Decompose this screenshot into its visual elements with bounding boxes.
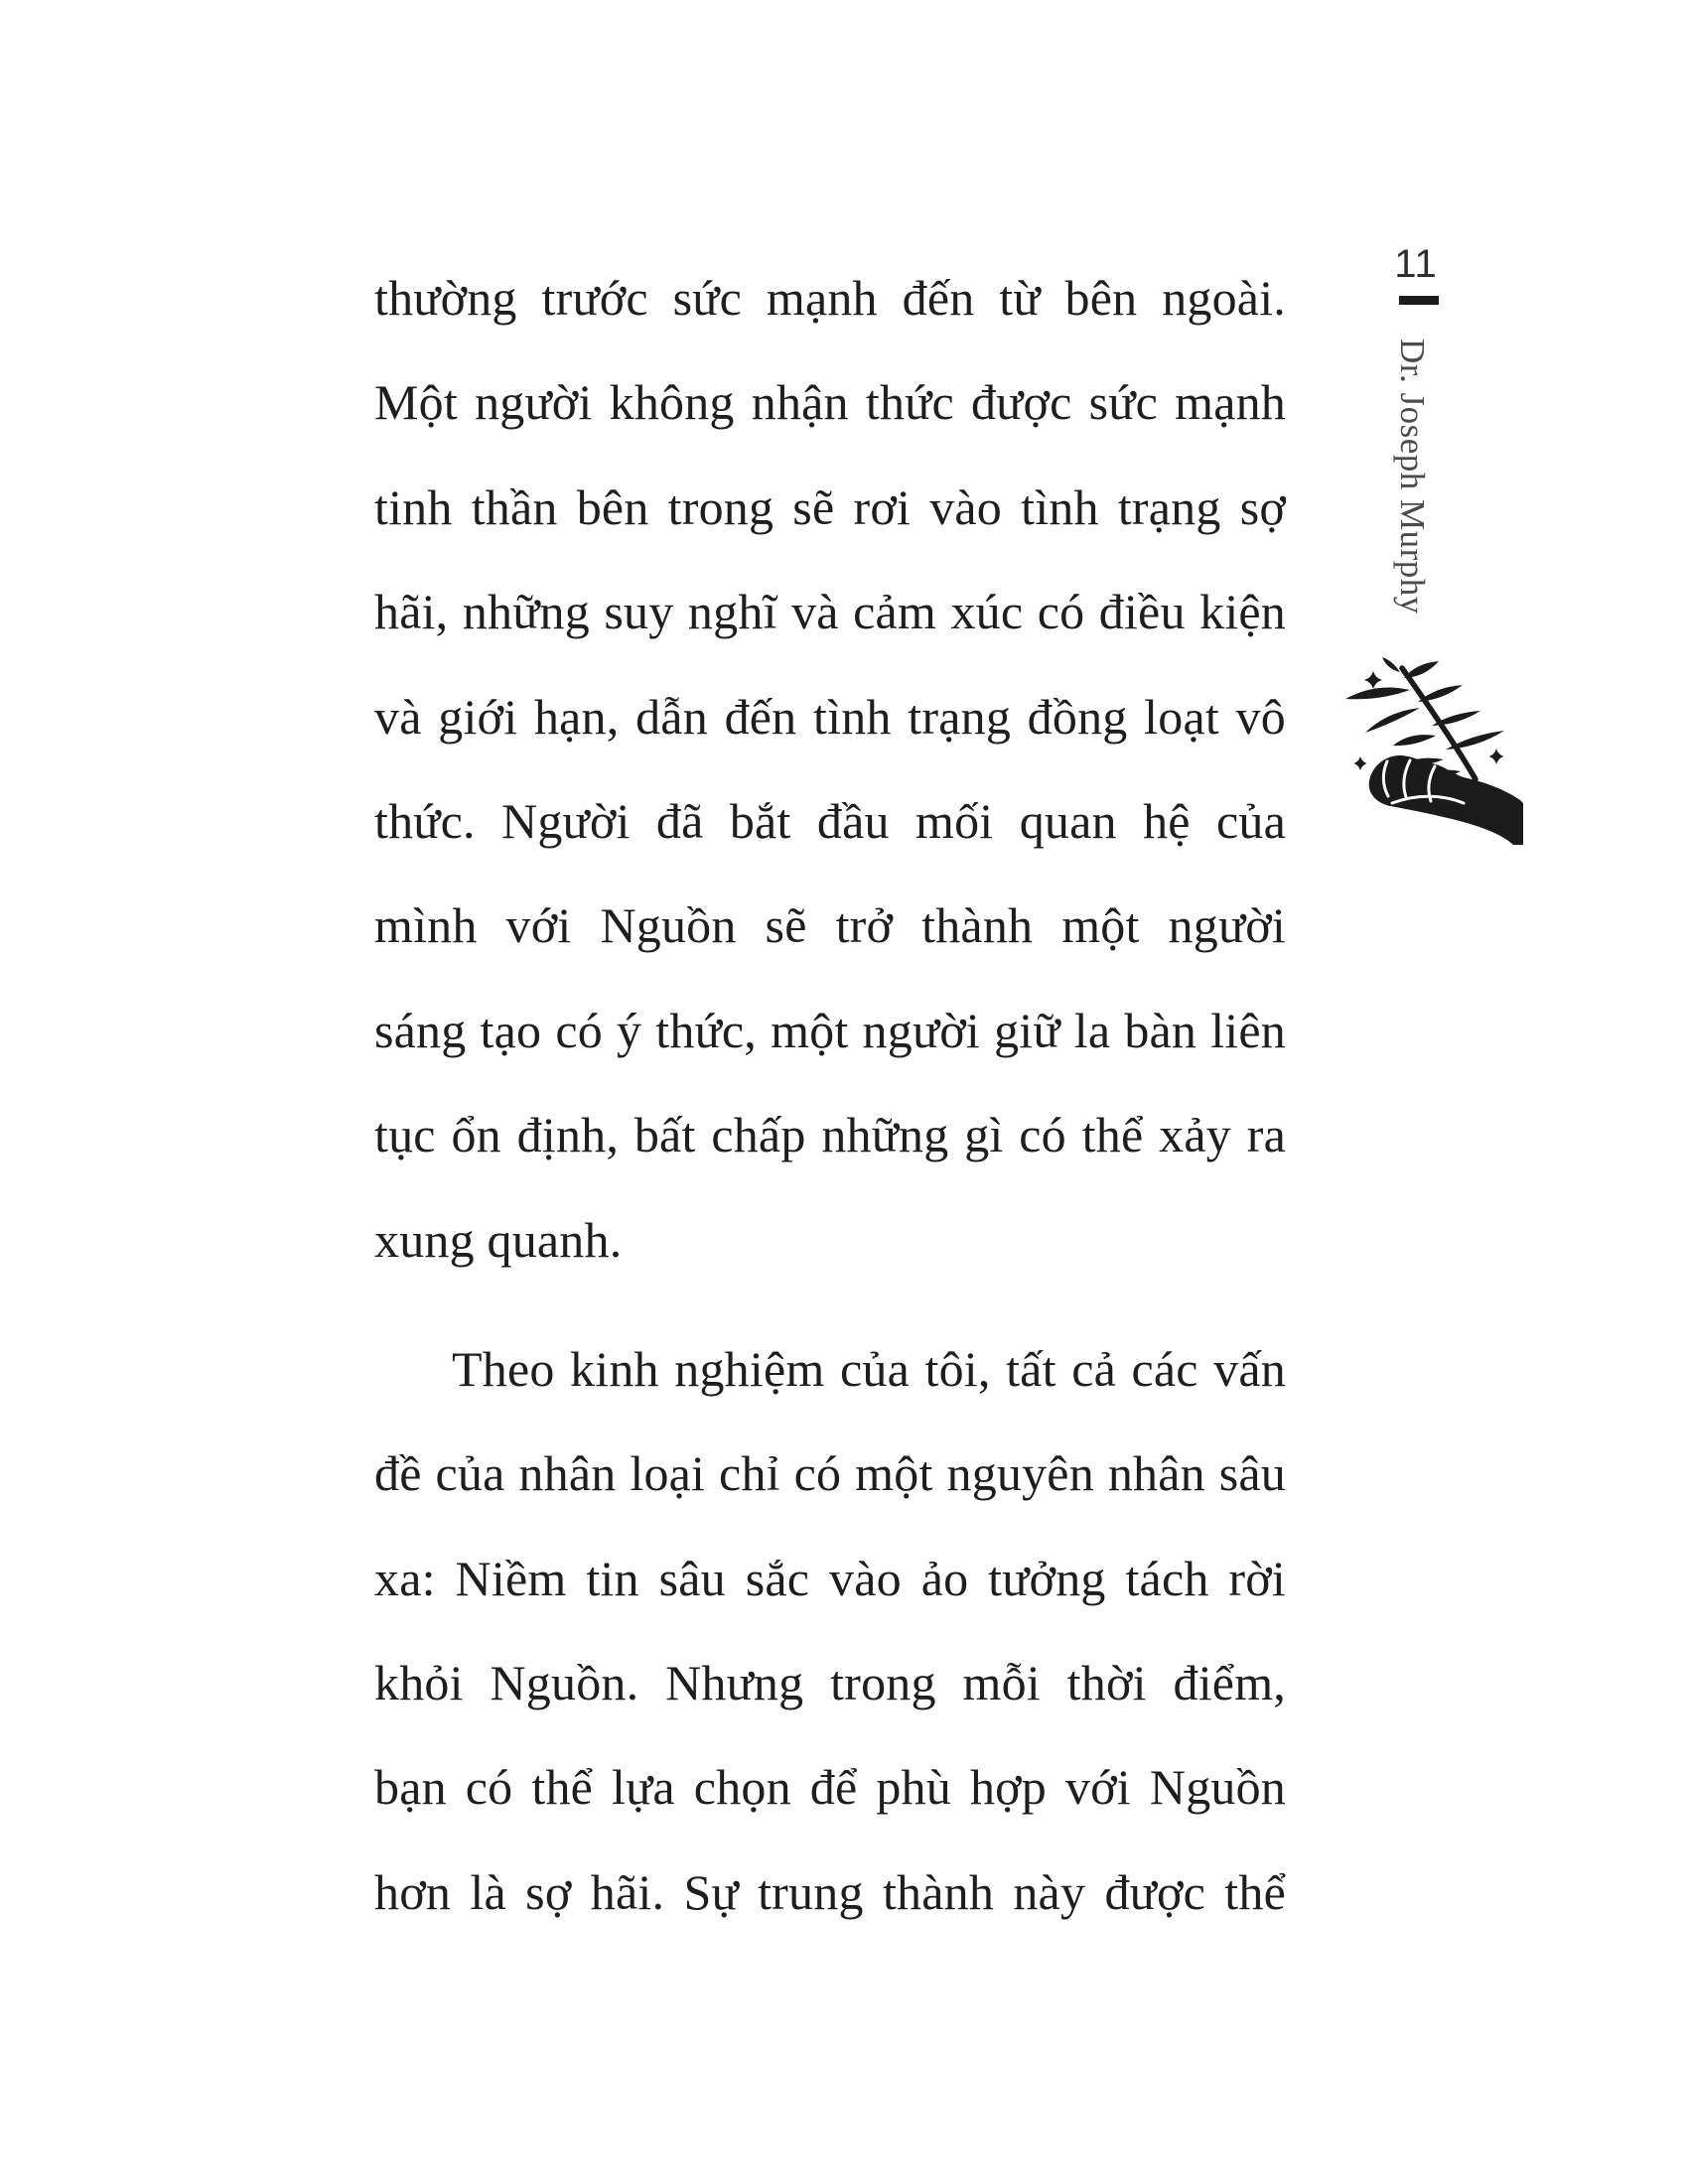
- body-text: [374, 246, 1286, 1945]
- paragraph-2: [374, 1317, 1286, 1945]
- paragraph-1: [374, 246, 1286, 1293]
- text-line: đề của nhân loại chỉ có một nguyên nhân sâu: [374, 1445, 1286, 1502]
- text-line: Theo kinh nghiệm của tôi, tất cả các vấn: [452, 1340, 1286, 1397]
- text-line: hãi, những suy nghĩ và cảm xúc có điều kiện: [374, 584, 1286, 640]
- text-line: thức. Người đã bắt đầu mối quan hệ của: [374, 792, 1286, 849]
- text-line: xa: Niềm tin sâu sắc vào ảo tưởng tách rời: [374, 1550, 1286, 1606]
- text-line: tục ổn định, bất chấp những gì có thể xảy ra: [374, 1107, 1286, 1163]
- hand-holding-branch-illustration: [1340, 656, 1523, 845]
- sparkle-icon: [1489, 749, 1504, 764]
- text-line: mình với Nguồn sẽ trở thành một người: [374, 897, 1286, 954]
- sparkle-icon: [1364, 671, 1382, 689]
- text-line: sáng tạo có ý thức, một người giữ la bàn liên: [374, 1002, 1286, 1058]
- text-line: bạn có thể lựa chọn để phù hợp với Nguồn: [374, 1759, 1286, 1816]
- text-line: xung quanh.: [374, 1211, 623, 1268]
- sparkle-icon: [1354, 756, 1367, 770]
- text-line: tinh thần bên trong sẽ rơi vào tình trạng sợ: [374, 478, 1286, 535]
- text-line: thường trước sức mạnh đến từ bên ngoài.: [374, 270, 1286, 326]
- page-number: 11: [1394, 242, 1438, 286]
- text-line: khỏi Nguồn. Nhưng trong mỗi thời điểm,: [374, 1655, 1286, 1711]
- branch: [1345, 657, 1504, 779]
- page-number-divider: [1399, 296, 1439, 305]
- text-line: hơn là sợ hãi. Sự trung thành này được thể: [374, 1863, 1286, 1920]
- text-line: và giới hạn, dẫn đến tình trạng đồng loạt vô: [374, 688, 1286, 745]
- sidebar-author-name: Dr. Joseph Murphy: [1393, 339, 1432, 614]
- text-line: Một người không nhận thức được sức mạnh: [374, 374, 1286, 431]
- sparkles: [1354, 671, 1504, 770]
- hand: [1369, 755, 1523, 845]
